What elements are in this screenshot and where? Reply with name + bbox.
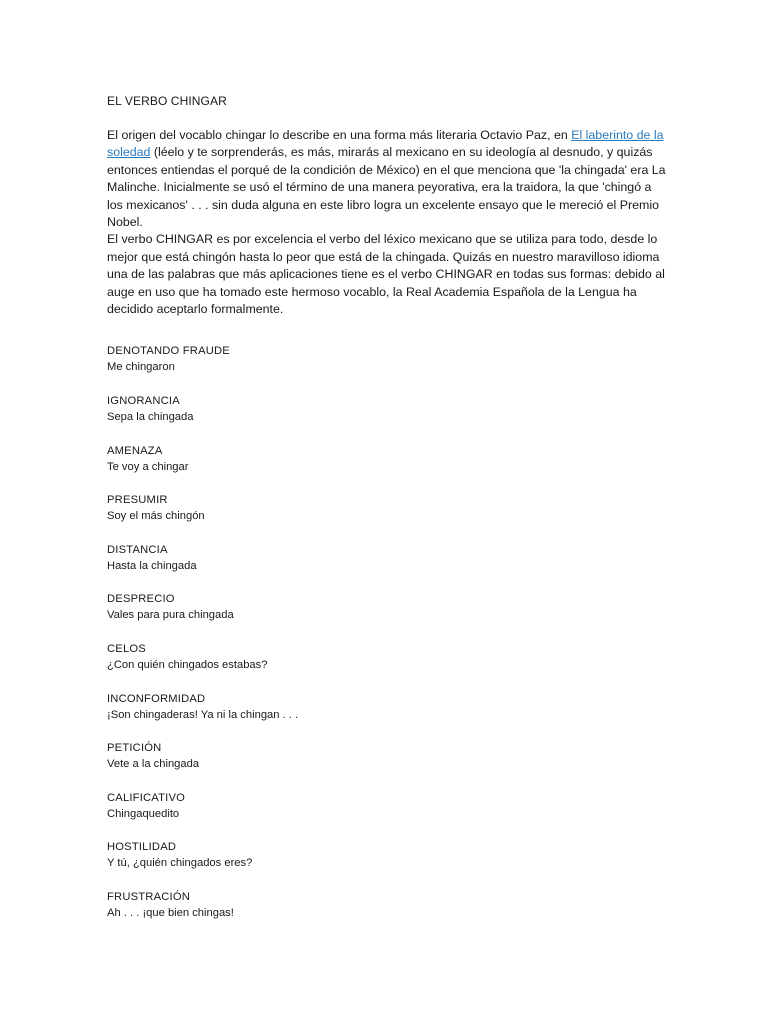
usage-heading: DENOTANDO FRAUDE [107, 345, 230, 358]
usage-heading: PRESUMIR [107, 494, 168, 507]
usage-heading: INCONFORMIDAD [107, 692, 206, 705]
usage-heading: DESPRECIO [107, 593, 175, 606]
intro-text-end: (léelo y te sorprenderás, es más, mirarás al mexicano en su ideología al desnudo, y quizás entonces entiendas el porqué de la condición de México) en el que menciona que 'la chingada' era La Malinche. Inicialmente se usó el término de una manera peyorativa, era la traidora, la que 'chingó a los mexicanos' . . . sin duda alguna en este libro logra un excelente ensayo que le mereció el Premio Nobel. [107, 145, 666, 230]
intro-paragraph [107, 127, 667, 231]
usage-example: Ah . . . ¡que bien chingas! [107, 907, 234, 919]
usage-example: Sepa la chingada [107, 411, 194, 424]
usage-example: Chingaquedito [107, 807, 180, 820]
usage-heading: CALIFICATIVO [107, 791, 186, 804]
usage-example: Y tú, ¿quién chingados eres? [107, 857, 253, 870]
book-link[interactable]: El laberinto de la soledad [107, 128, 664, 160]
usage-example: Te voy a chingar [107, 460, 189, 473]
usage-example: Vales para pura chingada [107, 609, 234, 622]
intro-text-start: El origen del vocablo chingar lo describe en una forma más literaria Octavio Paz, en [107, 128, 572, 142]
list-item [107, 343, 668, 393]
usage-example: Me chingaron [107, 361, 175, 374]
usage-example: Vete a la chingada [107, 758, 200, 771]
usage-heading: DISTANCIA [107, 543, 168, 556]
usage-heading: IGNORANCIA [107, 395, 180, 408]
usage-heading: FRUSTRACIÓN [107, 891, 190, 903]
usage-list [107, 343, 668, 938]
usage-heading: HOSTILIDAD [107, 841, 177, 854]
second-paragraph: El verbo CHINGAR es por excelencia el verbo del léxico mexicano que se utiliza para todo, desde lo mejor que está chingón hasta lo peor que está de la chingada. Quizás en nuestro maravilloso idioma una de las palabras que más aplicaciones tiene es el verbo CHINGAR en todas sus formas: debido al auge en uso que ha tomado este hermoso vocablo, la Real Academia Española de la Lengua ha decidido aceptarlo formalmente. [107, 232, 665, 317]
list-item [107, 641, 668, 691]
list-item [107, 691, 668, 741]
list-item [107, 790, 668, 840]
list-item [107, 443, 668, 493]
list-item [107, 889, 668, 939]
usage-example: Hasta la chingada [107, 559, 197, 572]
list-item [107, 542, 668, 592]
list-item [107, 740, 668, 790]
usage-heading: PETICIÓN [107, 742, 162, 755]
list-item [107, 839, 668, 889]
list-item [107, 393, 668, 443]
usage-example: Soy el más chingón [107, 510, 205, 523]
list-item [107, 492, 668, 542]
usage-heading: CELOS [107, 643, 146, 656]
list-item [107, 591, 668, 641]
document-title: EL VERBO CHINGAR [107, 94, 227, 108]
usage-example: ¡Son chingaderas! Ya ni la chingan . . . [107, 708, 299, 721]
usage-heading: AMENAZA [107, 444, 163, 457]
usage-example: ¿Con quién chingados estabas? [107, 659, 268, 672]
